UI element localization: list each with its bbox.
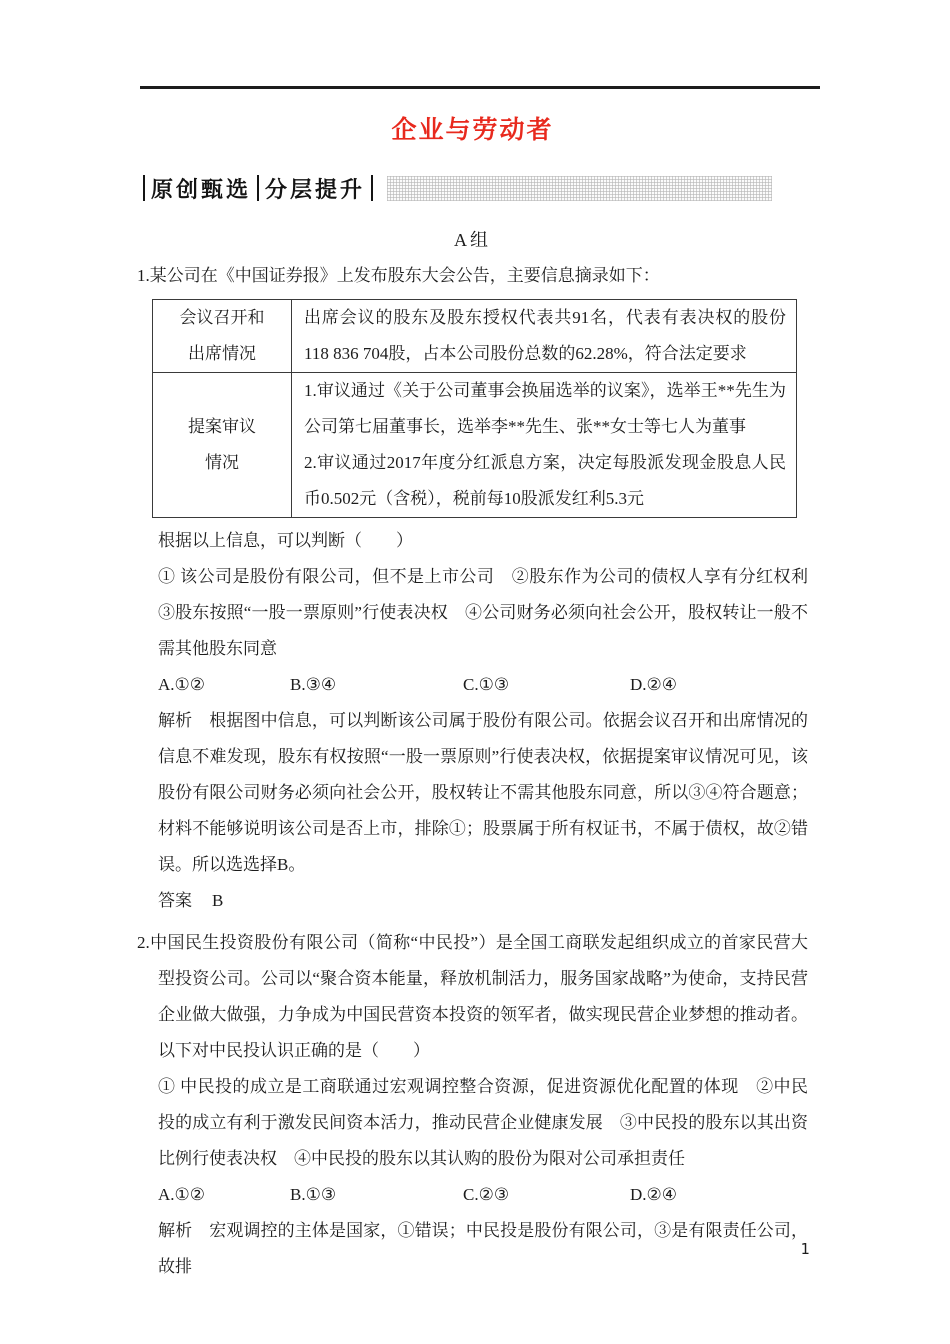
- table-content-line: 1.审议通过《关于公司董事会换届选举的议案》，选举王**先生为公司第七届董事长，选举李**先生、张**女士等七人为董事: [304, 381, 786, 436]
- q2-items: ① 中民投的成立是工商联通过宏观调控整合资源，促进资源优化配置的体现 ②中民投的成立有利于激发民间资本活力，推动民营企业健康发展 ③中民投的股东以其出资比例行使表决权 ④中民投的股东以其认购的股份为限对公司承担责任: [158, 1077, 808, 1168]
- q1-prompt: 根据以上信息，可以判断（ ）: [158, 531, 413, 550]
- q1-stem: 1.某公司在《中国证券报》上发布股东大会公告，主要信息摘录如下：: [137, 266, 660, 285]
- q2-options: [137, 1177, 808, 1213]
- banner-right-label: 分层提升: [265, 176, 366, 202]
- banner-separator: [257, 175, 259, 201]
- q2-option-d: D.②④: [630, 1185, 678, 1204]
- banner-separator: [371, 175, 373, 201]
- table-label-cell: [153, 300, 292, 373]
- q2-analysis-label: 解析: [158, 1221, 193, 1240]
- q1-items: ① 该公司是股份有限公司，但不是上市公司 ②股东作为公司的债权人享有分红权利③股东按照“一股一票原则”行使表决权 ④公司财务必须向社会公开，股权转让一般不需其他股东同意: [158, 567, 808, 658]
- group-label: A组: [454, 230, 491, 250]
- page-number: 1: [800, 1240, 810, 1258]
- q2-option-b: B.①③: [290, 1185, 337, 1204]
- q1-answer: [137, 883, 808, 919]
- q2-option-a: A.①②: [158, 1185, 206, 1204]
- q2-analysis-text: 宏观调控的主体是国家，①错误；中民投是股份有限公司，③是有限责任公司，故排: [158, 1221, 809, 1276]
- q1-analysis-text: 根据图中信息，可以判断该公司属于股份有限公司。依据会议召开和出席情况的信息不难发现，股东有权按照“一股一票原则”行使表决权，依据提案审议情况可见，该股份有限公司财务必须向社会公开，股权转让不需其他股东同意，所以③④符合题意；材料不能够说明该公司是否上市，排除①；股票属于所有权证书，不属于债权，故②错误。所以选选择B。: [158, 711, 809, 874]
- table-content-cell: [292, 373, 797, 518]
- q1-table: [152, 299, 797, 518]
- table-label-line: 情况: [205, 453, 239, 472]
- q1-options: [137, 667, 808, 703]
- table-label-line: 提案审议: [188, 417, 256, 436]
- q1-option-d: D.②④: [630, 675, 678, 694]
- q2-option-c: C.②③: [463, 1185, 510, 1204]
- table-label-line: 会议召开和: [179, 308, 265, 327]
- table-content-cell: 出席会议的股东及股东授权代表共91名，代表有表决权的股份118 836 704股，占本公司股份总数的62.28%，符合法定要求: [292, 300, 797, 373]
- page-title: 企业与劳动者: [391, 116, 554, 144]
- table-content-line: 2.审议通过2017年度分红派息方案，决定每股派发现金股息人民币0.502元（含税），税前每10股派发红利5.3元: [304, 453, 786, 508]
- q1-analysis-label: 解析: [158, 711, 193, 730]
- table-label-line: 出席情况: [188, 344, 256, 363]
- q2-stem: 2.中国民生投资股份有限公司（简称“中民投”）是全国工商联发起组织成立的首家民营大型投资公司。公司以“聚合资本能量，释放机制活力，服务国家战略”为使命，支持民营企业做大做强，力争成为中国民营资本投资的领军者，做实现民营企业梦想的推动者。以下对中民投认识正确的是（ ）: [137, 933, 808, 1060]
- q1-option-a: A.①②: [158, 675, 206, 694]
- q1-answer-label: 答案: [158, 891, 192, 910]
- q1-answer-value: B: [212, 891, 224, 910]
- banner-left-label: 原创甄选: [151, 176, 252, 202]
- q1-analysis: [137, 703, 808, 883]
- table-label-cell: [153, 373, 292, 518]
- section-banner: [137, 172, 808, 204]
- q2-analysis: [137, 1213, 808, 1285]
- table-row: [153, 300, 797, 373]
- q1-option-b: B.③④: [290, 675, 337, 694]
- banner-separator: [143, 175, 145, 201]
- table-row: [153, 373, 797, 518]
- page-content: [137, 88, 808, 1285]
- q1-option-c: C.①③: [463, 675, 510, 694]
- banner-hatch-bar: [387, 176, 772, 201]
